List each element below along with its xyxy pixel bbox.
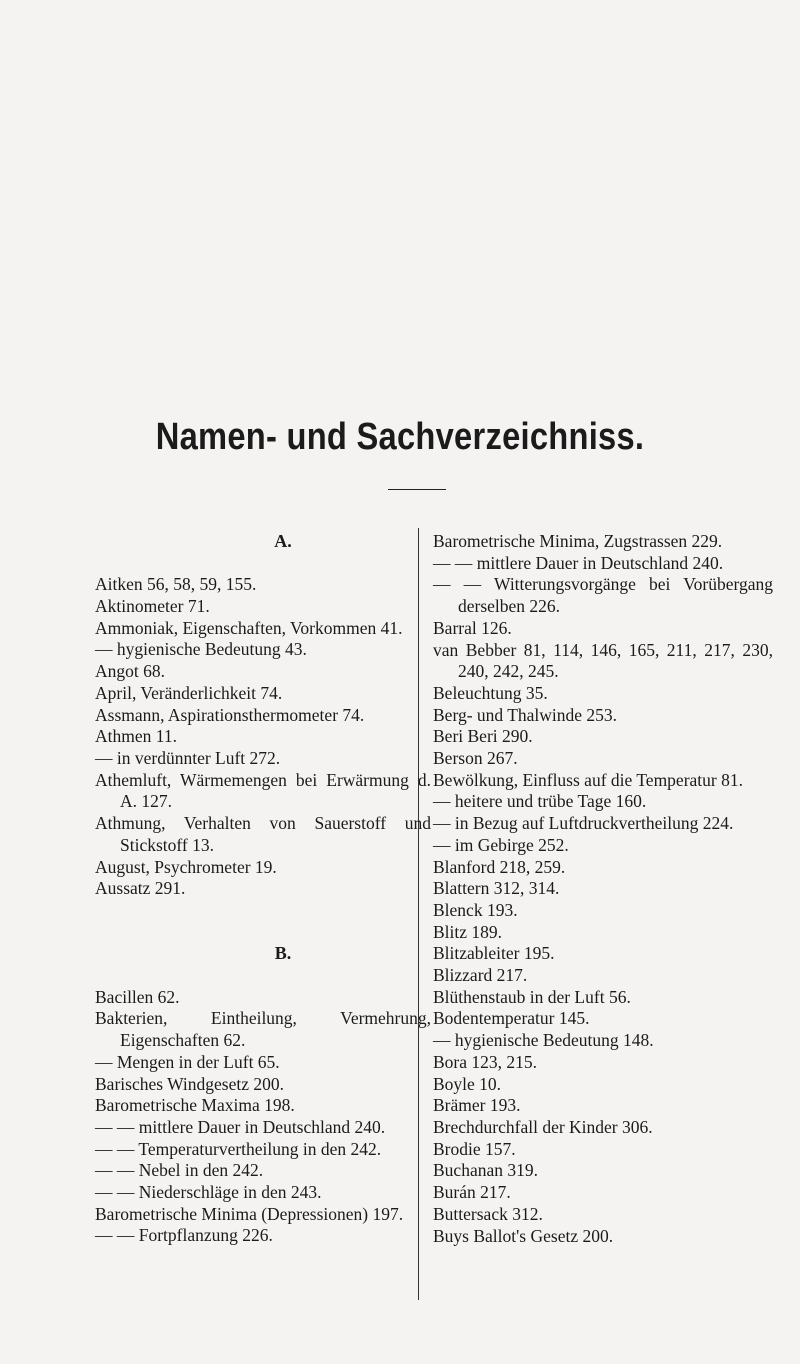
- index-entry: Bora 123, 215.: [433, 1051, 538, 1072]
- index-entry: August, Psychrometer 19.: [95, 856, 277, 877]
- index-entry: — — Nebel in den 242.: [95, 1160, 264, 1181]
- index-entry: Berg- und Thalwinde 253.: [433, 704, 618, 725]
- right-column: [433, 531, 773, 1247]
- title-rule: [388, 489, 446, 490]
- index-entry: Bodentemperatur 145.: [433, 1008, 590, 1029]
- index-entry: Brechdurchfall der Kinder 306.: [433, 1116, 653, 1137]
- index-entry: Brämer 193.: [433, 1095, 521, 1116]
- section-b-entries: [95, 987, 431, 1247]
- index-entry: Boyle 10.: [433, 1073, 502, 1094]
- index-entry: Berson 267.: [433, 748, 518, 769]
- index-entry: Brodie 157.: [433, 1138, 516, 1159]
- index-entry: van Bebber 81, 114, 146, 165, 211, 217, 230, 240, 242, 245.: [433, 639, 773, 682]
- index-entry: — — Temperaturvertheilung in den 242.: [95, 1138, 382, 1159]
- index-entry: — im Gebirge 252.: [433, 834, 569, 855]
- index-entry: Blüthenstaub in der Luft 56.: [433, 986, 631, 1007]
- index-entry: Burán 217.: [433, 1182, 511, 1203]
- index-entry: Aussatz 291.: [95, 878, 186, 899]
- index-entry: Blenck 193.: [433, 899, 518, 920]
- index-entry: Bakterien, Eintheilung, Vermehrung, Eigenschaften 62.: [95, 1008, 431, 1051]
- section-a-entries: [95, 574, 431, 900]
- index-entry: Blattern 312, 314.: [433, 878, 560, 899]
- index-entry: Barisches Windgesetz 200.: [95, 1073, 284, 1094]
- index-entry: Ammoniak, Eigenschaften, Vorkommen 41.: [95, 617, 403, 638]
- index-entry: — hygienische Bedeutung 43.: [95, 639, 307, 660]
- index-entry: Buttersack 312.: [433, 1203, 543, 1224]
- index-entry: Aktinometer 71.: [95, 596, 210, 617]
- index-entry: Bewölkung, Einfluss auf die Temperatur 81.: [433, 769, 743, 790]
- index-entry: April, Veränderlichkeit 74.: [95, 682, 283, 703]
- index-entry: — — Niederschläge in den 243.: [95, 1182, 322, 1203]
- index-entry: Barral 126.: [433, 617, 512, 638]
- page-title: Namen- und Sachverzeichniss.: [155, 416, 645, 458]
- index-entry: Assmann, Aspirationsthermometer 74.: [95, 704, 365, 725]
- index-entry: — in verdünnter Luft 272.: [95, 748, 281, 768]
- index-entry: Beleuchtung 35.: [433, 682, 548, 703]
- index-entry: — — Witterungsvorgänge bei Vorübergang derselben 226.: [433, 574, 773, 617]
- section-letter-a: A.: [274, 531, 292, 551]
- index-entry: — in Bezug auf Luftdruckvertheilung 224.: [433, 813, 734, 834]
- index-entry: — heitere und trübe Tage 160.: [433, 791, 647, 812]
- index-entry: Athemluft, Wärmemengen bei Erwärmung d. A. 127.: [95, 769, 431, 812]
- index-entry: Blitz 189.: [433, 921, 503, 942]
- index-entry: Athmung, Verhalten von Sauerstoff und Stickstoff 13.: [95, 813, 431, 855]
- right-column-entries: [433, 531, 773, 1247]
- index-entry: — Mengen in der Luft 65.: [95, 1051, 280, 1072]
- index-entry: Buys Ballot's Gesetz 200.: [433, 1225, 614, 1246]
- index-entry: Athmen 11.: [95, 726, 177, 747]
- index-entry: Blitzableiter 195.: [433, 943, 555, 964]
- index-entry: Buchanan 319.: [433, 1160, 538, 1181]
- index-entry: Bacillen 62.: [95, 986, 180, 1007]
- left-column: [95, 531, 431, 1247]
- index-entry: — — Fortpflanzung 226.: [95, 1225, 273, 1246]
- index-entry: Aitken 56, 58, 59, 155.: [95, 574, 257, 595]
- section-letter-b: B.: [274, 943, 292, 964]
- index-entry: Angot 68.: [95, 661, 165, 682]
- index-entry: Beri Beri 290.: [433, 726, 533, 747]
- column-divider: [418, 528, 419, 1300]
- index-entry: — — mittlere Dauer in Deutschland 240.: [433, 552, 724, 573]
- index-entry: Barometrische Maxima 198.: [95, 1095, 295, 1116]
- index-entry: Barometrische Minima, Zugstrassen 229.: [433, 531, 723, 551]
- index-entry: Blizzard 217.: [433, 965, 528, 986]
- index-entry: Barometrische Minima (Depressionen) 197.: [95, 1203, 404, 1224]
- index-entry: Blanford 218, 259.: [433, 856, 566, 877]
- index-entry: — — mittlere Dauer in Deutschland 240.: [95, 1116, 386, 1137]
- index-entry: — hygienische Bedeutung 148.: [433, 1030, 654, 1051]
